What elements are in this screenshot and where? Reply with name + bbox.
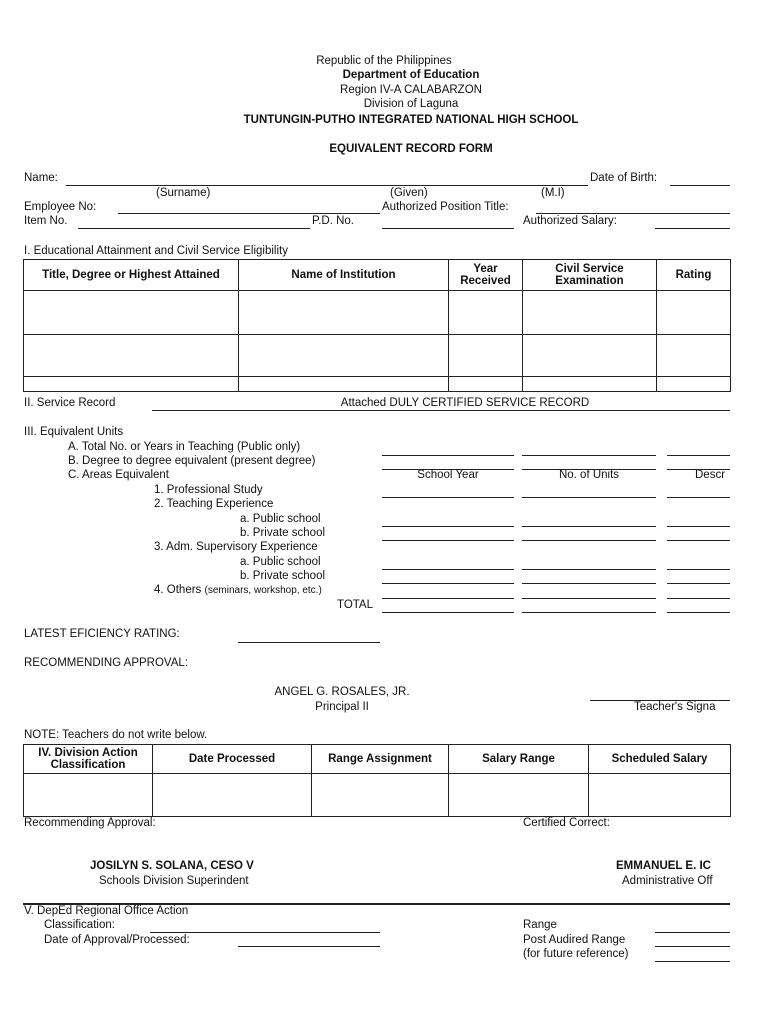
table-row xyxy=(24,335,731,377)
pd-no-field[interactable] xyxy=(382,228,514,229)
superintendent-name: JOSILYN S. SOLANA, CESO V xyxy=(90,860,254,872)
service-record-label: II. Service Record xyxy=(24,397,116,409)
adm-experience-label: 3. Adm. Supervisory Experience xyxy=(154,541,318,553)
principal-name: ANGEL G. ROSALES, JR. xyxy=(274,686,410,698)
unit-entry-line[interactable] xyxy=(667,497,730,498)
col-civil-service: Civil Service Examination xyxy=(523,260,657,291)
teaching-private-label: b. Private school xyxy=(240,527,326,539)
header-republic: Republic of the Philippines xyxy=(316,55,452,67)
future-reference-field[interactable] xyxy=(655,961,730,962)
unit-entry-line[interactable] xyxy=(667,612,730,613)
table-cell[interactable] xyxy=(523,335,657,377)
col-description: Descr xyxy=(695,469,726,481)
classification-label: Classification: xyxy=(44,919,115,931)
position-title-field[interactable] xyxy=(536,213,730,214)
section1-title: I. Educational Attainment and Civil Service Eligibility xyxy=(24,245,288,257)
table-row xyxy=(24,291,731,335)
others-label xyxy=(154,584,322,596)
item-no-label: Item No. xyxy=(24,215,68,227)
name-field[interactable] xyxy=(66,185,588,186)
unit-entry-line[interactable] xyxy=(522,612,656,613)
teacher-signature-label: Teacher's Signa xyxy=(634,701,716,713)
unit-entry-line[interactable] xyxy=(522,569,656,570)
employee-no-label: Employee No: xyxy=(24,201,97,213)
admin-officer-title: Administrative Off xyxy=(622,875,713,887)
degree-equivalent-label: B. Degree to degree equivalent (present degree) xyxy=(68,455,316,467)
classification-field[interactable] xyxy=(150,932,380,933)
unit-entry-line[interactable] xyxy=(382,612,514,613)
unit-entry-line[interactable] xyxy=(382,526,514,527)
division-action-table xyxy=(23,744,731,817)
table-cell[interactable] xyxy=(239,291,449,335)
superintendent-title: Schools Division Superindent xyxy=(99,875,249,887)
efficiency-rating-label: LATEST EFICIENCY RATING: xyxy=(24,628,180,640)
others-text: 4. Others xyxy=(154,584,202,596)
professional-study-label: 1. Professional Study xyxy=(154,484,263,496)
given-caption: (Given) xyxy=(390,187,428,199)
table-cell[interactable] xyxy=(449,377,523,392)
table-cell[interactable] xyxy=(657,377,731,392)
post-audited-field[interactable] xyxy=(655,946,730,947)
name-label: Name: xyxy=(24,172,58,184)
col-school-year: School Year xyxy=(417,469,479,481)
total-label: TOTAL xyxy=(337,599,373,611)
note-text: NOTE: Teachers do not write below. xyxy=(24,729,208,741)
table-cell[interactable] xyxy=(153,774,312,817)
others-note: (seminars, workshop, etc.) xyxy=(204,585,322,596)
table-cell[interactable] xyxy=(657,335,731,377)
adm-private-label: b. Private school xyxy=(240,570,326,582)
unit-entry-line[interactable] xyxy=(522,526,656,527)
col-title-degree: Title, Degree or Highest Attained xyxy=(24,260,239,291)
date-approval-label: Date of Approval/Processed: xyxy=(44,934,190,946)
unit-entry-line[interactable] xyxy=(382,469,514,470)
unit-entry-line[interactable] xyxy=(382,598,514,599)
efficiency-rating-field[interactable] xyxy=(238,642,380,643)
position-title-label: Authorized Position Title: xyxy=(382,201,509,213)
header-region: Region IV-A CALABARZON xyxy=(340,84,482,96)
table-cell[interactable] xyxy=(657,291,731,335)
unit-entry-line[interactable] xyxy=(382,497,514,498)
unit-entry-line[interactable] xyxy=(382,540,514,541)
range-label: Range xyxy=(523,919,557,931)
table-cell[interactable] xyxy=(312,774,449,817)
table-cell[interactable] xyxy=(239,335,449,377)
table-cell[interactable] xyxy=(239,377,449,392)
form-title: EQUIVALENT RECORD FORM xyxy=(329,143,493,155)
unit-entry-line[interactable] xyxy=(667,583,730,584)
table-cell[interactable] xyxy=(523,377,657,392)
unit-entry-line[interactable] xyxy=(522,497,656,498)
pd-no-label: P.D. No. xyxy=(312,215,354,227)
unit-entry-line[interactable] xyxy=(667,455,730,456)
col-institution: Name of Institution xyxy=(239,260,449,291)
unit-entry-line[interactable] xyxy=(522,455,656,456)
col-date-processed: Date Processed xyxy=(153,745,312,774)
date-approval-field[interactable] xyxy=(238,946,380,947)
admin-officer-name: EMMANUEL E. IC xyxy=(616,860,711,872)
section5-title: V. DepEd Regional Office Action xyxy=(24,905,189,917)
salary-field[interactable] xyxy=(655,228,730,229)
surname-caption: (Surname) xyxy=(156,187,211,199)
col-range-assignment: Range Assignment xyxy=(312,745,449,774)
dob-field[interactable] xyxy=(670,185,730,186)
table-cell[interactable] xyxy=(449,335,523,377)
dob-label: Date of Birth: xyxy=(590,172,658,184)
table-cell[interactable] xyxy=(24,774,153,817)
unit-entry-line[interactable] xyxy=(522,598,656,599)
salary-label: Authorized Salary: xyxy=(523,215,617,227)
unit-entry-line[interactable] xyxy=(667,598,730,599)
table-cell[interactable] xyxy=(24,335,239,377)
employee-no-field[interactable] xyxy=(118,213,380,214)
table-cell[interactable] xyxy=(24,291,239,335)
col-no-units: No. of Units xyxy=(558,469,620,481)
col-rating: Rating xyxy=(657,260,731,291)
table-cell[interactable] xyxy=(449,774,589,817)
unit-entry-line[interactable] xyxy=(522,469,656,470)
unit-entry-line[interactable] xyxy=(667,469,730,470)
table-cell[interactable] xyxy=(24,377,239,392)
unit-entry-line[interactable] xyxy=(522,583,656,584)
recommending-approval-label: RECOMMENDING APPROVAL: xyxy=(24,657,189,669)
principal-title: Principal II xyxy=(315,701,369,713)
col-year-received: Year Received xyxy=(449,260,523,291)
areas-equivalent-label: C. Areas Equivalent xyxy=(68,469,170,481)
teaching-public-label: a. Public school xyxy=(240,513,321,525)
table-row xyxy=(24,377,731,392)
section3-title: III. Equivalent Units xyxy=(24,426,124,438)
unit-entry-line[interactable] xyxy=(667,540,730,541)
table-row xyxy=(24,774,731,817)
range-field[interactable] xyxy=(655,932,730,933)
col-salary-range: Salary Range xyxy=(449,745,589,774)
service-record-field[interactable] xyxy=(152,410,730,411)
teaching-experience-label: 2. Teaching Experience xyxy=(154,498,274,510)
post-audited-label: Post Audired Range xyxy=(523,934,626,946)
table-cell[interactable] xyxy=(523,291,657,335)
recommending-approval-2: Recommending Approval: xyxy=(24,817,156,829)
unit-entry-line[interactable] xyxy=(382,455,514,456)
header-school: TUNTUNGIN-PUTHO INTEGRATED NATIONAL HIGH SCHOOL xyxy=(243,114,579,126)
service-record-value: Attached DULY CERTIFIED SERVICE RECORD xyxy=(340,397,590,409)
unit-entry-line[interactable] xyxy=(667,526,730,527)
header-division: Division of Laguna xyxy=(363,98,459,110)
future-reference-label: (for future reference) xyxy=(523,948,629,960)
col-scheduled-salary: Scheduled Salary xyxy=(589,745,731,774)
education-table xyxy=(23,259,731,392)
adm-public-label: a. Public school xyxy=(240,556,321,568)
table-cell[interactable] xyxy=(589,774,731,817)
unit-entry-line[interactable] xyxy=(667,569,730,570)
col-division-action: IV. Division Action Classification xyxy=(24,745,153,774)
mi-caption: (M.I) xyxy=(541,187,565,199)
unit-entry-line[interactable] xyxy=(522,540,656,541)
unit-entry-line[interactable] xyxy=(382,569,514,570)
certified-correct-label: Certified Correct: xyxy=(523,817,610,829)
unit-entry-line[interactable] xyxy=(382,583,514,584)
header-department: Department of Education xyxy=(342,69,480,81)
table-cell[interactable] xyxy=(449,291,523,335)
item-no-field[interactable] xyxy=(78,228,310,229)
total-years-label: A. Total No. or Years in Teaching (Public only) xyxy=(68,441,301,453)
